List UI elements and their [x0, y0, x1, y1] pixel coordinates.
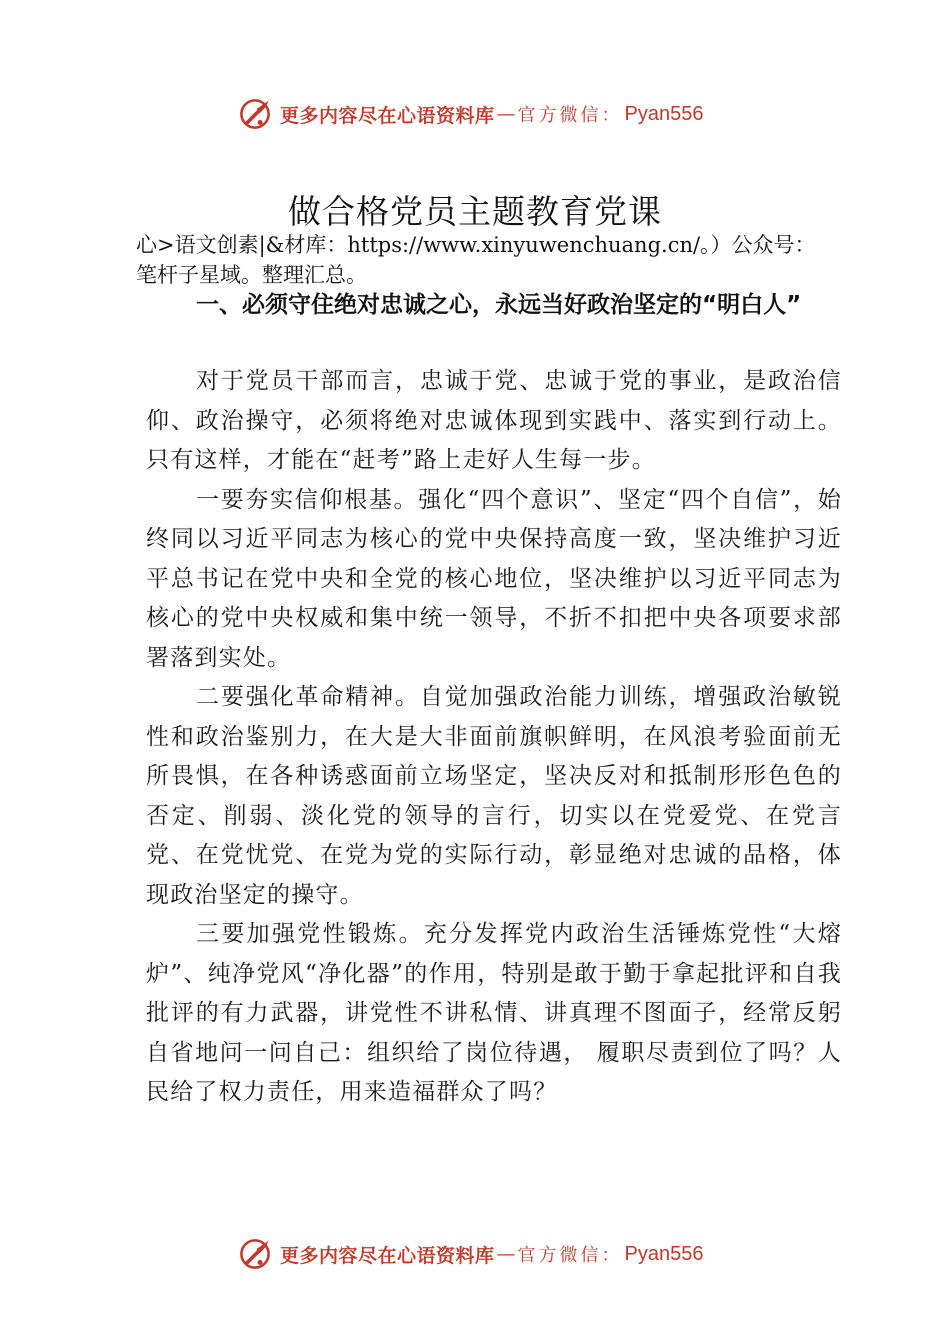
paragraph: 二要强化革命精神。自觉加强政治能力训练，增强政治敏锐性和政治鉴别力，在大是大非面前旗帜鲜明，在风浪考验面前无所畏惧，在各种诱惑面前立场坚定，坚决反对和抵制形形色色的否定、削弱、淡化党的领导的言行，切实以在党爱党、在党言党、在党忧党、在党为党的实际行动，彰显绝对忠诚的品格，体现政治坚定的操守。 [146, 684, 842, 908]
source-note: 心>语文创素|&材库：https://www.xinyuwenchuang.cn/。）公众号：笔杆子星域。整理汇总。 [136, 233, 816, 287]
document-title: 做合格党员主题教育党课 [288, 192, 662, 231]
watermark-dash: — [496, 1243, 516, 1265]
watermark-wechat-label: 官方微信： [517, 105, 623, 126]
quill-seal-icon [238, 97, 272, 131]
watermark-wechat-label: 官方微信： [517, 1245, 623, 1266]
quill-seal-icon [238, 1237, 272, 1271]
watermark-dash: — [496, 103, 516, 125]
paragraph: 对于党员干部而言，忠诚于党、忠诚于党的事业，是政治信仰、政治操守，必须将绝对忠诚体现到实践中、落实到行动上。只有这样，才能在“赶考”路上走好人生每一步。 [146, 368, 842, 473]
watermark-library-text: 更多内容尽在心语资料库 [280, 104, 495, 127]
paragraph: 三要加强党性锻炼。充分发挥党内政治生活锤炼党性“大熔炉”、纯净党风“净化器”的作用，特别是敢于勤于拿起批评和自我批评的有力武器，讲党性不讲私情、讲真理不图面子，经常反躬自省地问一问自己：组织给了岗位待遇， 履职尽责到位了吗？人民给了权力责任，用来造福群众了吗？ [146, 921, 842, 1105]
watermark-wechat-id: Pyan556 [624, 1242, 704, 1265]
body-text [146, 362, 842, 1113]
paragraph: 一要夯实信仰根基。强化“四个意识”、坚定“四个自信”，始终同以习近平同志为核心的党中央保持高度一致，坚决维护习近平总书记在党中央和全党的核心地位，坚决维护以习近平同志为核心的党中央权威和集中统一领导，不折不扣把中央各项要求部署落到实处。 [146, 486, 842, 671]
watermark-wechat-id: Pyan556 [624, 102, 704, 125]
footer-watermark [238, 1234, 703, 1274]
watermark-library-text: 更多内容尽在心语资料库 [280, 1244, 495, 1267]
section-heading: 一、必须守住绝对忠诚之心，永远当好政治坚定的“明白人” [196, 292, 802, 318]
header-watermark [238, 94, 703, 134]
